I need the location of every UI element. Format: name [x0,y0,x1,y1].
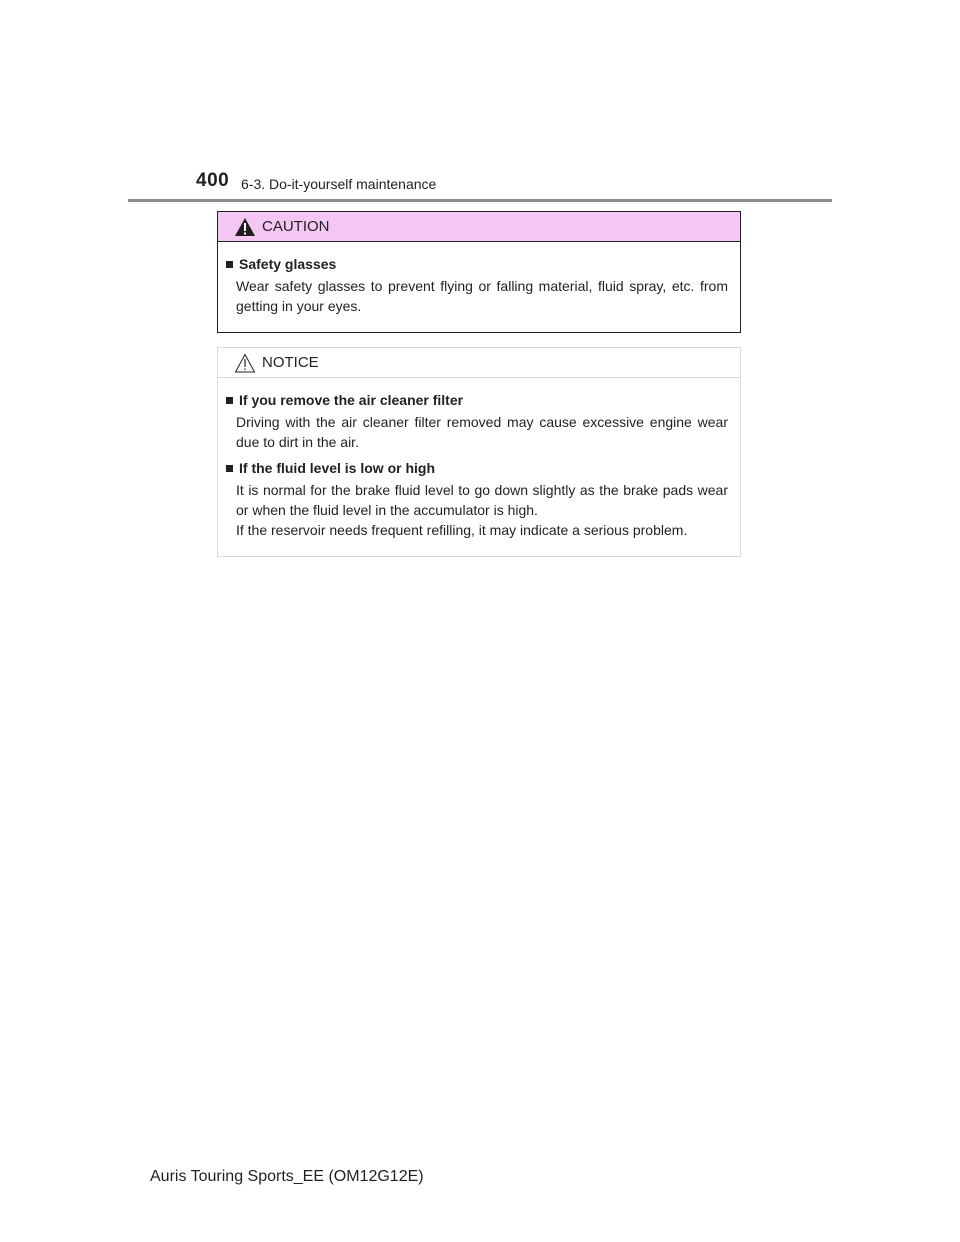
notice-label: NOTICE [262,354,319,371]
footer-model-code: Auris Touring Sports_EE (OM12G12E) [150,1168,424,1185]
notice-item [224,458,728,540]
caution-header [218,212,740,242]
warning-triangle-outline-icon [234,353,256,373]
notice-box [217,347,741,557]
caution-label: CAUTION [262,218,330,235]
notice-header [218,348,740,378]
item-heading-text: If the fluid level is low or high [239,460,436,476]
page-number: 400 [196,170,230,191]
item-text: Wear safety glasses to prevent flying or falling material, fluid spray, etc. from getting in your eyes. [236,278,728,314]
square-bullet-icon [226,261,233,268]
section-title: 6-3. Do-it-yourself maintenance [241,176,437,192]
square-bullet-icon [226,397,233,404]
caution-box [217,211,741,333]
notice-body [218,378,740,556]
item-text: It is normal for the brake fluid level to go down slightly as the brake pads wear or when the fluid level in the accumulator is high. [236,482,728,518]
item-text: If the reservoir needs frequent refilling, it may indicate a serious problem. [236,522,688,538]
caution-item [224,254,728,316]
item-heading [224,390,728,410]
item-heading [224,254,728,274]
item-text: Driving with the air cleaner filter removed may cause excessive engine wear due to dirt in the air. [236,414,728,450]
header-rule [128,199,832,202]
caution-body [218,242,740,332]
item-heading-text: Safety glasses [239,256,337,272]
square-bullet-icon [226,465,233,472]
warning-triangle-filled-icon [234,217,256,237]
item-heading-text: If you remove the air cleaner filter [239,392,464,408]
notice-item [224,390,728,452]
item-heading [224,458,728,478]
